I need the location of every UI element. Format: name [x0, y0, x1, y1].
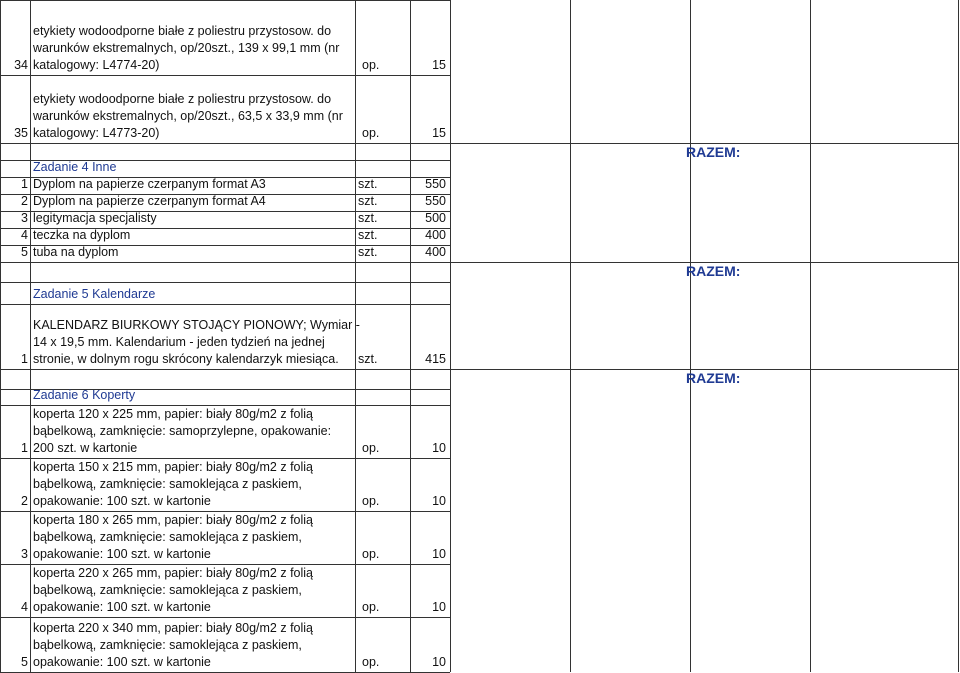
item-description-line: KALENDARZ BIURKOWY STOJĄCY PIONOWY; Wymiar - [33, 318, 360, 332]
unit-cell: szt. [358, 211, 378, 225]
item-description-line: stronie, w dolnym rogu skrócony kalendarzyk miesiąca. [33, 352, 339, 366]
grid-hline [0, 617, 450, 618]
quantity-cell: 10 [432, 547, 446, 561]
item-description-line: Dyplom na papierze czerpanym format A3 [33, 177, 266, 191]
grid-hline [0, 143, 450, 144]
item-description-line: koperta 120 x 225 mm, papier: biały 80g/m2 z folią [33, 407, 314, 421]
item-description-line: opakowanie: 100 szt. w kartonie [33, 600, 211, 614]
quantity-cell: 15 [432, 58, 446, 72]
unit-cell: szt. [358, 228, 378, 242]
item-description-line: bąbelkową, zamknięcie: samoklejąca z paskiem, [33, 477, 302, 491]
unit-cell: op. [362, 441, 380, 455]
item-description-line: teczka na dyplom [33, 228, 131, 242]
row-number: 2 [21, 194, 28, 208]
item-description-line: warunków ekstremalnych, op/20szt., 63,5 x 33,9 mm (nr [33, 109, 343, 123]
item-description-line: 200 szt. w kartonie [33, 441, 138, 455]
item-description-line: legitymacja specjalisty [33, 211, 157, 225]
grid-hline [0, 304, 450, 305]
item-description-line: opakowanie: 100 szt. w kartonie [33, 655, 211, 669]
unit-cell: op. [362, 126, 380, 140]
grid-hline [0, 75, 450, 76]
item-description-line: koperta 220 x 340 mm, papier: biały 80g/m2 z folią [33, 621, 314, 635]
quantity-cell: 10 [432, 441, 446, 455]
row-number: 34 [14, 58, 28, 72]
quantity-cell: 415 [425, 352, 446, 366]
item-description-line: koperta 220 x 265 mm, papier: biały 80g/m2 z folią [33, 566, 314, 580]
item-description-line: koperta 150 x 215 mm, papier: biały 80g/m2 z folią [33, 460, 314, 474]
unit-cell: op. [362, 494, 380, 508]
grid-vline [30, 0, 31, 672]
unit-cell: op. [362, 58, 380, 72]
row-number: 1 [21, 441, 28, 455]
item-description-line: tuba na dyplom [33, 245, 119, 259]
item-description-line: bąbelkową, zamknięcie: samoklejąca z paskiem, [33, 583, 302, 597]
unit-cell: szt. [358, 194, 378, 208]
item-description-line: etykiety wodoodporne białe z poliestru przystosow. do [33, 92, 332, 106]
grid-vline [0, 0, 1, 672]
section-title: Zadanie 4 Inne [33, 160, 117, 174]
grid-vline [810, 0, 811, 672]
section-title: Zadanie 6 Koperty [33, 388, 136, 402]
row-number: 3 [21, 211, 28, 225]
item-description-line: katalogowy: L4773-20) [33, 126, 160, 140]
grid-hline [0, 369, 450, 370]
grid-hline [0, 0, 450, 1]
unit-cell: szt. [358, 177, 378, 191]
item-description-line: etykiety wodoodporne białe z poliestru przystosow. do [33, 24, 332, 38]
unit-cell: op. [362, 600, 380, 614]
row-number: 2 [21, 494, 28, 508]
item-description-line: warunków ekstremalnych, op/20szt., 139 x 99,1 mm (nr [33, 41, 340, 55]
row-number: 4 [21, 600, 28, 614]
razem-label: RAZEM: [686, 370, 741, 386]
section-title: Zadanie 5 Kalendarze [33, 287, 156, 301]
item-description-line: Dyplom na papierze czerpanym format A4 [33, 194, 266, 208]
item-description-line: katalogowy: L4774-20) [33, 58, 160, 72]
row-number: 1 [21, 352, 28, 366]
row-number: 5 [21, 655, 28, 669]
item-description-line: bąbelkową, zamknięcie: samoklejąca z paskiem, [33, 530, 302, 544]
row-number: 3 [21, 547, 28, 561]
item-description-line: koperta 180 x 265 mm, papier: biały 80g/m2 z folią [33, 513, 314, 527]
row-number: 4 [21, 228, 28, 242]
grid-vline [450, 0, 451, 672]
quantity-cell: 400 [425, 245, 446, 259]
item-description-line: bąbelkową, zamknięcie: samoprzylepne, opakowanie: [33, 424, 332, 438]
row-number: 5 [21, 245, 28, 259]
grid-hline [0, 262, 450, 263]
quantity-cell: 550 [425, 194, 446, 208]
grid-vline [958, 0, 959, 672]
unit-cell: op. [362, 547, 380, 561]
quantity-cell: 10 [432, 600, 446, 614]
unit-cell: op. [362, 655, 380, 669]
item-description-line: opakowanie: 100 szt. w kartonie [33, 494, 211, 508]
unit-cell: szt. [358, 245, 378, 259]
row-number: 1 [21, 177, 28, 191]
quantity-cell: 550 [425, 177, 446, 191]
grid-hline [0, 282, 450, 283]
item-description-line: bąbelkową, zamknięcie: samoklejąca z paskiem, [33, 638, 302, 652]
razem-label: RAZEM: [686, 263, 741, 279]
item-description-line: opakowanie: 100 szt. w kartonie [33, 547, 211, 561]
quantity-cell: 10 [432, 655, 446, 669]
grid-vline [690, 0, 691, 672]
quantity-cell: 500 [425, 211, 446, 225]
grid-vline [570, 0, 571, 672]
item-description-line: 14 x 19,5 mm. Kalendarium - jeden tydzień na jednej [33, 335, 325, 349]
razem-label: RAZEM: [686, 144, 741, 160]
grid-vline [355, 0, 356, 672]
quantity-cell: 10 [432, 494, 446, 508]
unit-cell: szt. [358, 352, 378, 366]
quantity-cell: 400 [425, 228, 446, 242]
grid-vline [410, 0, 411, 672]
quantity-cell: 15 [432, 126, 446, 140]
row-number: 35 [14, 126, 28, 140]
